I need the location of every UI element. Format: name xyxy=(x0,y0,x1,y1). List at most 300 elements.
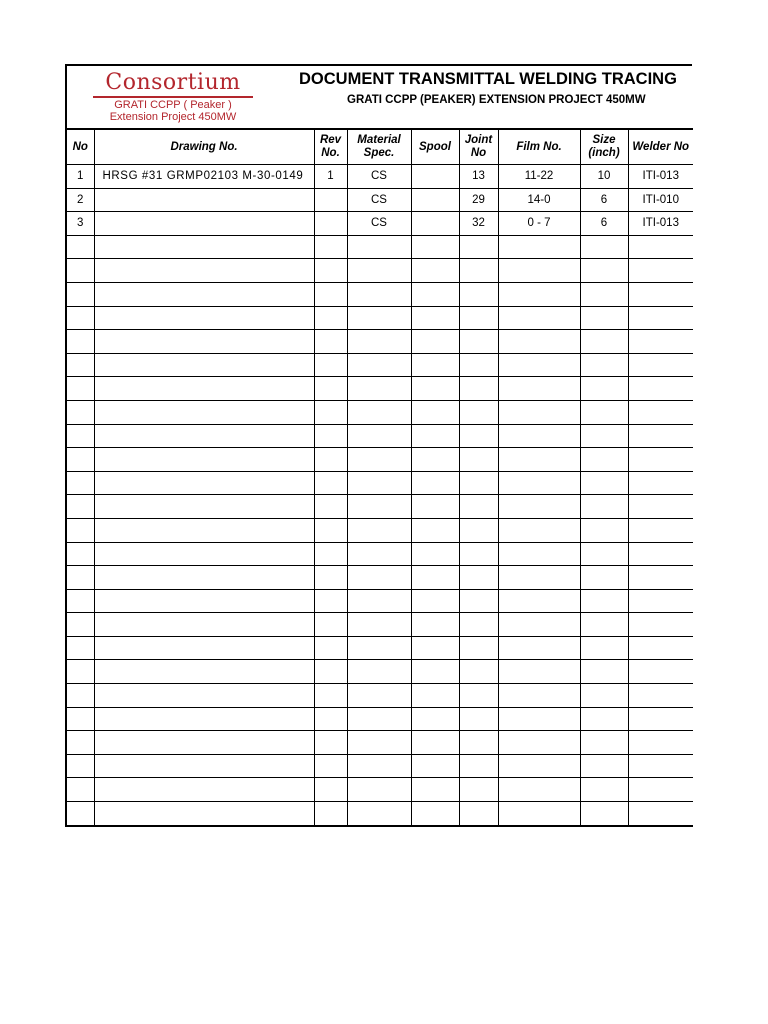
cell-welder xyxy=(628,542,693,566)
cell-spool xyxy=(411,212,459,236)
cell-joint xyxy=(459,495,498,519)
cell-spool xyxy=(411,471,459,495)
cell-rev xyxy=(314,778,347,802)
cell-spool xyxy=(411,754,459,778)
cell-film xyxy=(498,400,580,424)
col-header-material: Material Spec. xyxy=(347,129,411,165)
table-row xyxy=(66,330,693,354)
cell-joint xyxy=(459,306,498,330)
cell-film: 14-0 xyxy=(498,188,580,212)
cell-no xyxy=(66,636,94,660)
table-row xyxy=(66,754,693,778)
cell-welder xyxy=(628,778,693,802)
cell-drawing xyxy=(94,660,314,684)
cell-size xyxy=(580,259,628,283)
cell-size xyxy=(580,330,628,354)
cell-drawing xyxy=(94,778,314,802)
cell-welder: ITI-010 xyxy=(628,188,693,212)
transmittal-sheet xyxy=(65,64,692,827)
cell-joint xyxy=(459,778,498,802)
cell-material xyxy=(347,731,411,755)
cell-welder: ITI-013 xyxy=(628,165,693,189)
cell-drawing: HRSG #31 GRMP02103 M-30-0149 xyxy=(94,165,314,189)
cell-joint xyxy=(459,330,498,354)
cell-spool xyxy=(411,424,459,448)
cell-material xyxy=(347,471,411,495)
cell-drawing xyxy=(94,212,314,236)
cell-welder xyxy=(628,330,693,354)
cell-film xyxy=(498,566,580,590)
cell-rev xyxy=(314,613,347,637)
cell-spool xyxy=(411,448,459,472)
cell-film xyxy=(498,495,580,519)
cell-rev xyxy=(314,707,347,731)
cell-size xyxy=(580,684,628,708)
cell-film xyxy=(498,636,580,660)
cell-rev xyxy=(314,542,347,566)
cell-welder xyxy=(628,471,693,495)
cell-size xyxy=(580,731,628,755)
cell-material xyxy=(347,495,411,519)
cell-joint xyxy=(459,259,498,283)
table-row xyxy=(66,636,693,660)
table-row xyxy=(66,282,693,306)
cell-material: CS xyxy=(347,165,411,189)
cell-material xyxy=(347,660,411,684)
cell-spool xyxy=(411,282,459,306)
cell-size: 10 xyxy=(580,165,628,189)
table-row xyxy=(66,377,693,401)
table-row xyxy=(66,306,693,330)
cell-material xyxy=(347,754,411,778)
cell-film xyxy=(498,778,580,802)
cell-film xyxy=(498,330,580,354)
cell-size xyxy=(580,400,628,424)
cell-size xyxy=(580,778,628,802)
cell-joint xyxy=(459,424,498,448)
cell-drawing xyxy=(94,802,314,826)
cell-welder xyxy=(628,282,693,306)
cell-rev xyxy=(314,235,347,259)
cell-drawing xyxy=(94,353,314,377)
cell-welder xyxy=(628,589,693,613)
cell-spool xyxy=(411,330,459,354)
table-row xyxy=(66,259,693,283)
cell-drawing xyxy=(94,566,314,590)
cell-drawing xyxy=(94,518,314,542)
cell-drawing xyxy=(94,636,314,660)
cell-material xyxy=(347,802,411,826)
col-header-drawing: Drawing No. xyxy=(94,129,314,165)
cell-spool xyxy=(411,707,459,731)
cell-film xyxy=(498,235,580,259)
cell-size xyxy=(580,707,628,731)
cell-size xyxy=(580,353,628,377)
cell-joint xyxy=(459,660,498,684)
table-row xyxy=(66,471,693,495)
cell-welder xyxy=(628,518,693,542)
cell-size xyxy=(580,589,628,613)
cell-joint xyxy=(459,684,498,708)
cell-no xyxy=(66,282,94,306)
cell-no xyxy=(66,235,94,259)
cell-welder: ITI-013 xyxy=(628,212,693,236)
cell-drawing xyxy=(94,589,314,613)
cell-film xyxy=(498,259,580,283)
cell-joint xyxy=(459,377,498,401)
cell-welder xyxy=(628,259,693,283)
cell-film: 0 - 7 xyxy=(498,212,580,236)
cell-joint xyxy=(459,400,498,424)
cell-welder xyxy=(628,731,693,755)
cell-spool xyxy=(411,802,459,826)
cell-size: 6 xyxy=(580,212,628,236)
cell-no: 1 xyxy=(66,165,94,189)
cell-rev xyxy=(314,518,347,542)
cell-size xyxy=(580,542,628,566)
cell-rev xyxy=(314,188,347,212)
cell-welder xyxy=(628,400,693,424)
cell-drawing xyxy=(94,235,314,259)
cell-material xyxy=(347,684,411,708)
cell-film: 11-22 xyxy=(498,165,580,189)
table-header-row xyxy=(66,129,693,165)
col-header-joint: Joint No xyxy=(459,129,498,165)
cell-rev: 1 xyxy=(314,165,347,189)
cell-no xyxy=(66,259,94,283)
cell-rev xyxy=(314,684,347,708)
cell-material xyxy=(347,259,411,283)
cell-rev xyxy=(314,400,347,424)
cell-film xyxy=(498,613,580,637)
cell-no xyxy=(66,566,94,590)
cell-joint: 29 xyxy=(459,188,498,212)
cell-drawing xyxy=(94,400,314,424)
cell-no: 2 xyxy=(66,188,94,212)
cell-no xyxy=(66,754,94,778)
cell-rev xyxy=(314,471,347,495)
cell-spool xyxy=(411,165,459,189)
cell-rev xyxy=(314,448,347,472)
cell-rev xyxy=(314,330,347,354)
cell-size xyxy=(580,495,628,519)
cell-rev xyxy=(314,282,347,306)
col-header-welder: Welder No xyxy=(628,129,693,165)
cell-film xyxy=(498,377,580,401)
cell-film xyxy=(498,424,580,448)
cell-spool xyxy=(411,778,459,802)
cell-welder xyxy=(628,353,693,377)
cell-material xyxy=(347,518,411,542)
cell-rev xyxy=(314,566,347,590)
col-header-spool: Spool xyxy=(411,129,459,165)
cell-welder xyxy=(628,566,693,590)
table-row xyxy=(66,660,693,684)
cell-film xyxy=(498,684,580,708)
cell-material xyxy=(347,778,411,802)
cell-rev xyxy=(314,377,347,401)
table-row xyxy=(66,235,693,259)
cell-spool xyxy=(411,495,459,519)
cell-spool xyxy=(411,377,459,401)
table-row xyxy=(66,589,693,613)
cell-no xyxy=(66,660,94,684)
cell-rev xyxy=(314,754,347,778)
cell-drawing xyxy=(94,448,314,472)
table-row xyxy=(66,613,693,637)
cell-drawing xyxy=(94,259,314,283)
cell-drawing xyxy=(94,424,314,448)
cell-material: CS xyxy=(347,188,411,212)
cell-film xyxy=(498,754,580,778)
col-header-size: Size (inch) xyxy=(580,129,628,165)
cell-spool xyxy=(411,636,459,660)
cell-welder xyxy=(628,235,693,259)
cell-joint xyxy=(459,589,498,613)
table-row xyxy=(66,778,693,802)
document-title: DOCUMENT TRANSMITTAL WELDING TRACING xyxy=(299,70,677,88)
cell-no xyxy=(66,448,94,472)
table-row xyxy=(66,353,693,377)
cell-size xyxy=(580,802,628,826)
cell-drawing xyxy=(94,495,314,519)
cell-no xyxy=(66,471,94,495)
cell-rev xyxy=(314,306,347,330)
cell-material xyxy=(347,424,411,448)
cell-size xyxy=(580,518,628,542)
cell-material xyxy=(347,353,411,377)
cell-no xyxy=(66,353,94,377)
cell-spool xyxy=(411,353,459,377)
cell-joint xyxy=(459,518,498,542)
cell-material xyxy=(347,448,411,472)
cell-no xyxy=(66,400,94,424)
cell-drawing xyxy=(94,377,314,401)
cell-rev xyxy=(314,495,347,519)
cell-drawing xyxy=(94,684,314,708)
cell-film xyxy=(498,518,580,542)
cell-size xyxy=(580,306,628,330)
cell-rev xyxy=(314,660,347,684)
cell-spool xyxy=(411,613,459,637)
cell-no xyxy=(66,589,94,613)
cell-drawing xyxy=(94,471,314,495)
cell-film xyxy=(498,471,580,495)
table-row xyxy=(66,188,693,212)
cell-rev xyxy=(314,424,347,448)
table-row xyxy=(66,542,693,566)
cell-material xyxy=(347,377,411,401)
cell-drawing xyxy=(94,542,314,566)
cell-material xyxy=(347,613,411,637)
cell-drawing xyxy=(94,282,314,306)
table-row xyxy=(66,518,693,542)
cell-size xyxy=(580,754,628,778)
cell-material: CS xyxy=(347,212,411,236)
cell-no xyxy=(66,495,94,519)
cell-material xyxy=(347,542,411,566)
cell-rev xyxy=(314,589,347,613)
cell-no xyxy=(66,802,94,826)
cell-size xyxy=(580,377,628,401)
cell-joint xyxy=(459,235,498,259)
table-row xyxy=(66,448,693,472)
cell-size xyxy=(580,636,628,660)
document-header xyxy=(65,64,692,128)
cell-film xyxy=(498,707,580,731)
cell-joint: 32 xyxy=(459,212,498,236)
cell-joint xyxy=(459,613,498,637)
cell-welder xyxy=(628,613,693,637)
cell-drawing xyxy=(94,306,314,330)
consortium-logo xyxy=(93,70,253,123)
col-header-no: No xyxy=(66,129,94,165)
table-row xyxy=(66,684,693,708)
cell-spool xyxy=(411,589,459,613)
cell-joint: 13 xyxy=(459,165,498,189)
cell-rev xyxy=(314,636,347,660)
cell-material xyxy=(347,589,411,613)
cell-no xyxy=(66,518,94,542)
cell-film xyxy=(498,306,580,330)
cell-material xyxy=(347,282,411,306)
cell-drawing xyxy=(94,707,314,731)
cell-no: 3 xyxy=(66,212,94,236)
cell-no xyxy=(66,330,94,354)
cell-rev xyxy=(314,259,347,283)
cell-rev xyxy=(314,353,347,377)
cell-no xyxy=(66,731,94,755)
cell-film xyxy=(498,542,580,566)
cell-material xyxy=(347,566,411,590)
cell-spool xyxy=(411,188,459,212)
cell-spool xyxy=(411,235,459,259)
cell-size xyxy=(580,566,628,590)
cell-size xyxy=(580,282,628,306)
logo-rule xyxy=(93,96,253,98)
cell-size xyxy=(580,660,628,684)
cell-rev xyxy=(314,802,347,826)
cell-film xyxy=(498,660,580,684)
cell-joint xyxy=(459,636,498,660)
cell-film xyxy=(498,802,580,826)
cell-welder xyxy=(628,636,693,660)
logo-line-1: GRATI CCPP ( Peaker ) xyxy=(114,99,232,111)
cell-material xyxy=(347,330,411,354)
cell-spool xyxy=(411,306,459,330)
cell-film xyxy=(498,589,580,613)
cell-joint xyxy=(459,566,498,590)
cell-spool xyxy=(411,660,459,684)
cell-no xyxy=(66,424,94,448)
cell-material xyxy=(347,400,411,424)
cell-film xyxy=(498,353,580,377)
cell-film xyxy=(498,731,580,755)
cell-spool xyxy=(411,400,459,424)
cell-spool xyxy=(411,731,459,755)
col-header-rev: Rev No. xyxy=(314,129,347,165)
cell-drawing xyxy=(94,754,314,778)
cell-joint xyxy=(459,731,498,755)
cell-size xyxy=(580,235,628,259)
cell-material xyxy=(347,306,411,330)
cell-no xyxy=(66,778,94,802)
cell-joint xyxy=(459,802,498,826)
cell-joint xyxy=(459,707,498,731)
col-header-film: Film No. xyxy=(498,129,580,165)
table-row xyxy=(66,566,693,590)
cell-size: 6 xyxy=(580,188,628,212)
cell-film xyxy=(498,282,580,306)
cell-joint xyxy=(459,353,498,377)
logo-name: Consortium xyxy=(105,70,241,95)
cell-material xyxy=(347,707,411,731)
cell-drawing xyxy=(94,613,314,637)
cell-welder xyxy=(628,377,693,401)
table-row xyxy=(66,400,693,424)
welding-tracing-table xyxy=(65,128,693,827)
cell-joint xyxy=(459,448,498,472)
table-row xyxy=(66,802,693,826)
cell-welder xyxy=(628,306,693,330)
table-row xyxy=(66,707,693,731)
cell-size xyxy=(580,448,628,472)
cell-welder xyxy=(628,495,693,519)
cell-joint xyxy=(459,542,498,566)
cell-film xyxy=(498,448,580,472)
cell-joint xyxy=(459,282,498,306)
table-row xyxy=(66,424,693,448)
cell-spool xyxy=(411,259,459,283)
cell-material xyxy=(347,235,411,259)
cell-no xyxy=(66,377,94,401)
cell-no xyxy=(66,306,94,330)
cell-drawing xyxy=(94,188,314,212)
table-row xyxy=(66,165,693,189)
cell-welder xyxy=(628,424,693,448)
document-subtitle: GRATI CCPP (PEAKER) EXTENSION PROJECT 450MW xyxy=(347,94,646,106)
cell-rev xyxy=(314,731,347,755)
cell-spool xyxy=(411,684,459,708)
logo-line-2: Extension Project 450MW xyxy=(109,111,237,123)
cell-welder xyxy=(628,754,693,778)
cell-welder xyxy=(628,802,693,826)
table-body xyxy=(66,165,693,826)
table-row xyxy=(66,731,693,755)
cell-rev xyxy=(314,212,347,236)
cell-welder xyxy=(628,448,693,472)
cell-welder xyxy=(628,707,693,731)
table-row xyxy=(66,495,693,519)
cell-drawing xyxy=(94,731,314,755)
cell-size xyxy=(580,424,628,448)
cell-joint xyxy=(459,754,498,778)
table-row xyxy=(66,212,693,236)
cell-no xyxy=(66,684,94,708)
cell-size xyxy=(580,471,628,495)
cell-spool xyxy=(411,566,459,590)
cell-material xyxy=(347,636,411,660)
cell-joint xyxy=(459,471,498,495)
cell-drawing xyxy=(94,330,314,354)
cell-no xyxy=(66,542,94,566)
cell-no xyxy=(66,707,94,731)
cell-spool xyxy=(411,542,459,566)
cell-spool xyxy=(411,518,459,542)
cell-no xyxy=(66,613,94,637)
cell-welder xyxy=(628,660,693,684)
cell-size xyxy=(580,613,628,637)
